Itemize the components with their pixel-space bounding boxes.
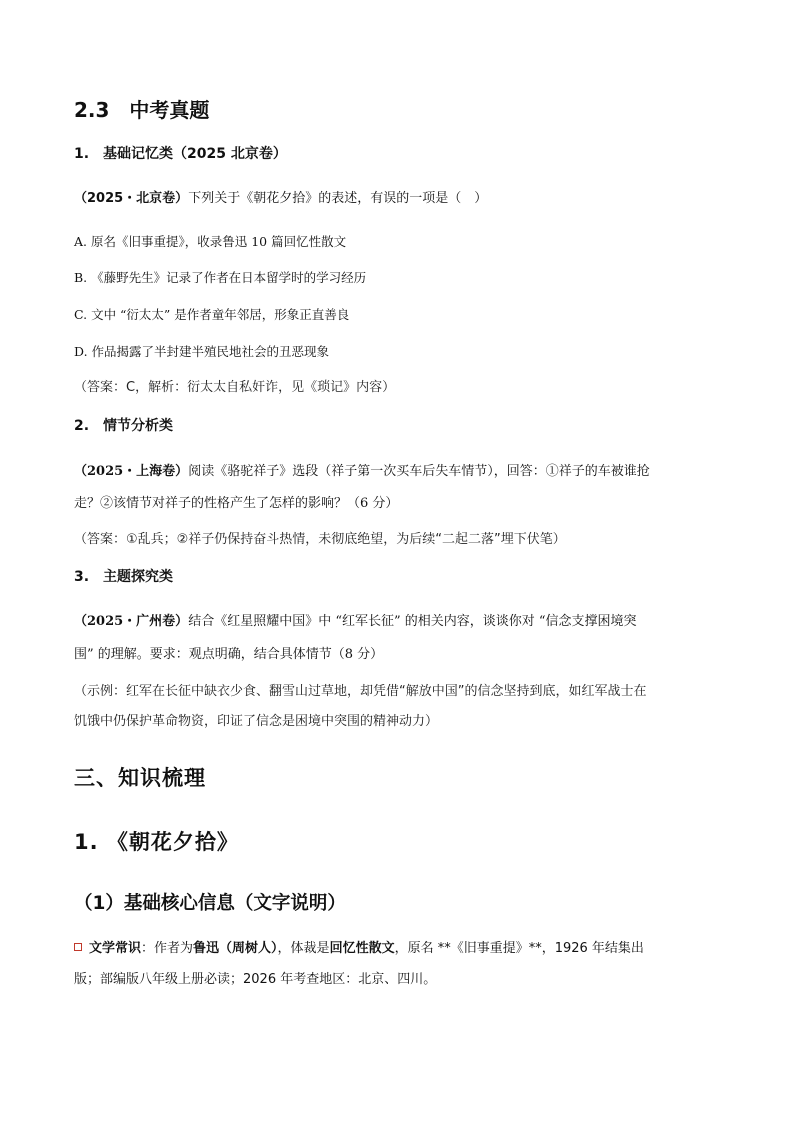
q2-heading: 2. 情节分析类 <box>74 418 174 434</box>
q1-option-d: D. 作品揭露了半封建半殖民地社会的丑恶现象 <box>74 344 330 359</box>
literary-text-2: ，体裁是 <box>277 941 330 956</box>
q2-answer: （答案：①乱兵；②祥子仍保持奋斗热情，未彻底绝望，为后续“二起二落”埋下伏笔） <box>74 532 566 547</box>
q3-source: （2025・广州卷） <box>74 614 189 629</box>
q1-stem: 下列关于《朝花夕拾》的表述，有误的一项是（ ） <box>188 191 488 206</box>
q3-question-line2: 围” 的理解。要求：观点明确，结合具体情节（8 分） <box>74 647 384 662</box>
checkbox-bullet-icon <box>74 943 82 951</box>
q2-source: （2025・上海卷） <box>74 464 189 479</box>
literary-knowledge-line1 <box>74 937 644 956</box>
q2-stem-1: 阅读《骆驼祥子》选段（祥子第一次买车后失车情节），回答：①祥子的车被谁抢 <box>188 464 650 479</box>
q1-option-b: B. 《藤野先生》记录了作者在日本留学时的学习经历 <box>74 270 367 285</box>
literary-genre: 回忆性散文 <box>329 941 395 956</box>
q1-option-c: C. 文中 “衍太太” 是作者童年邻居，形象正直善良 <box>74 307 350 322</box>
q3-question-line1 <box>74 610 637 629</box>
subsection-title: （1）基础核心信息（文字说明） <box>74 893 346 914</box>
q3-heading: 3. 主题探究类 <box>74 569 174 585</box>
chapter-title: 三、知识梳理 <box>74 766 206 790</box>
book-title: 1. 《朝花夕拾》 <box>74 830 239 854</box>
literary-knowledge-line2: 版；部编版八年级上册必读；2026 年考查地区：北京、四川。 <box>74 972 437 987</box>
q3-stem-1: 结合《红星照耀中国》中 “红军长征” 的相关内容，谈谈你对 “信念支撑困境突 <box>188 614 637 629</box>
q3-example-line2: 饥饿中仍保护革命物资，印证了信念是困境中突围的精神动力） <box>74 714 439 729</box>
section-title: 2.3 中考真题 <box>74 98 210 122</box>
q2-question-line1 <box>74 460 650 479</box>
literary-text-3: ，原名 **《旧事重提》**，1926 年结集出 <box>394 941 644 956</box>
q2-question-line2: 走？②该情节对祥子的性格产生了怎样的影响？（6 分） <box>74 496 399 511</box>
q3-example-line1: （示例：红军在长征中缺衣少食、翻雪山过草地，却凭借“解放中国”的信念坚持到底，如红军战士在 <box>74 684 647 699</box>
q1-option-a: A. 原名《旧事重提》，收录鲁迅 10 篇回忆性散文 <box>74 234 347 249</box>
q1-question <box>74 187 487 206</box>
literary-author: 鲁迅（周树人） <box>193 941 278 956</box>
literary-label: 文学常识 <box>89 941 142 956</box>
q1-heading: 1. 基础记忆类（2025 北京卷） <box>74 146 287 162</box>
q1-answer: （答案：C，解析：衍太太自私奸诈，见《琐记》内容） <box>74 380 396 395</box>
literary-text-1: ：作者为 <box>141 941 194 956</box>
q1-source: （2025・北京卷） <box>74 191 189 206</box>
